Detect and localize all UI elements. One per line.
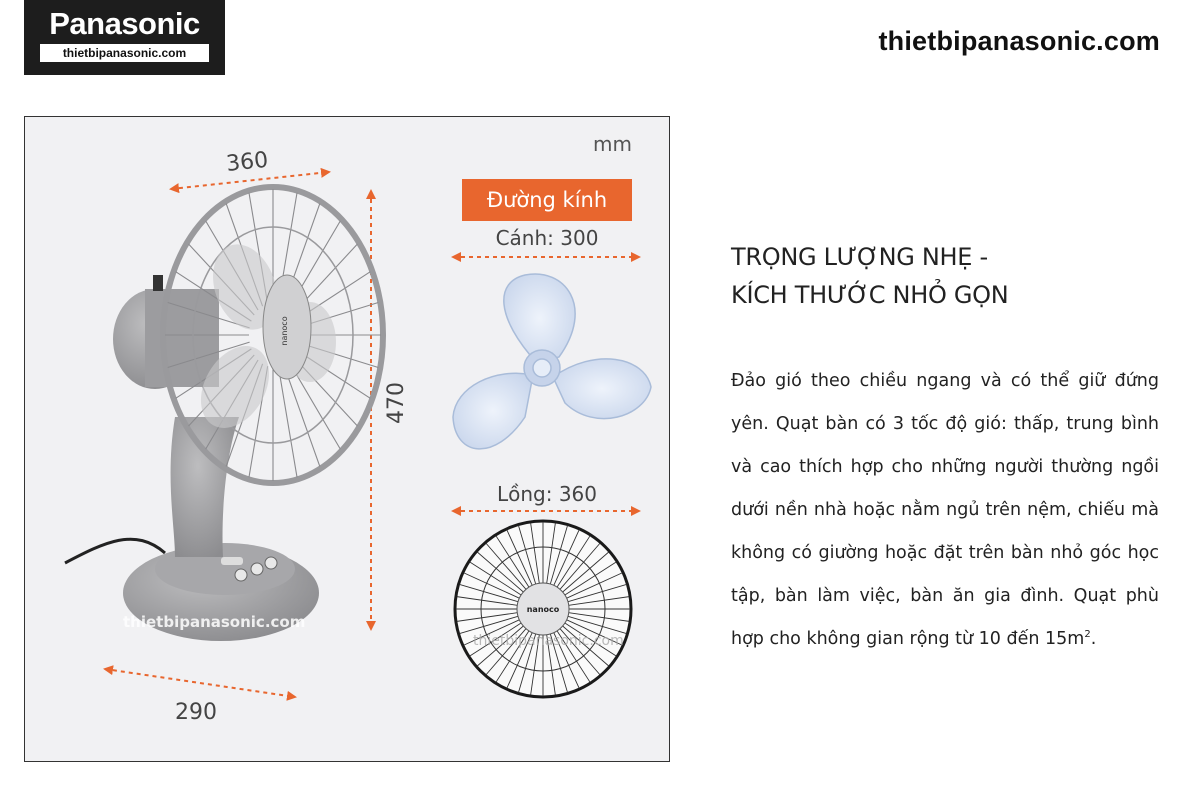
logo-brand-text: Panasonic xyxy=(49,6,200,41)
cage-hub-brand: nanoco xyxy=(526,605,560,614)
description-text: Đảo gió theo chiều ngang và có thể giữ đứng yên. Quạt bàn có 3 tốc độ gió: thấp, trung bình và cao thích hợp cho những người thường ngồi dưới nền nhà hoặc nằm ngủ trên nệm, chiếu mà không có giường hoặc đặt trên bàn nhỏ góc học tập, bàn làm việc, bàn ăn gia đình. Quạt phù hợp cho không gian rộng từ 10 đến 15m xyxy=(731,371,1159,649)
speed-button-2 xyxy=(251,563,263,575)
table-fan-illustration xyxy=(65,187,383,641)
panasonic-logo xyxy=(24,0,225,75)
heading-line-2: KÍCH THƯỚC NHỎ GỌN xyxy=(731,281,1009,309)
speed-button-1 xyxy=(235,569,247,581)
feature-description xyxy=(731,360,1159,661)
diameter-badge-text: Đường kính xyxy=(486,188,608,212)
logo-site-text: thietbipanasonic.com xyxy=(40,44,209,62)
watermark-right: thietbipanasonic.com xyxy=(473,633,624,649)
speed-button-3 xyxy=(265,557,277,569)
fan-cage-illustration xyxy=(455,521,631,697)
depth-arrow xyxy=(105,669,295,697)
heading-line-1: TRỌNG LƯỢNG NHẸ - xyxy=(731,243,988,271)
oscillation-knob xyxy=(153,275,163,291)
description-end: . xyxy=(1090,629,1097,649)
fan-blade-illustration xyxy=(453,274,651,449)
motor-body xyxy=(145,289,219,387)
area-superscript: 2 xyxy=(1084,629,1091,641)
diagram-canvas xyxy=(25,117,670,762)
header-site-url: thietbipanasonic.com xyxy=(878,26,1160,56)
height-label: 470 xyxy=(384,382,409,424)
blade-size-label: Cánh: 300 xyxy=(495,226,599,250)
feature-heading xyxy=(731,238,1171,314)
fan-hub-brand: nanoco xyxy=(280,316,289,346)
fan-neck xyxy=(171,417,239,557)
depth-label: 290 xyxy=(175,700,217,725)
power-cord xyxy=(65,539,165,563)
watermark-left: thietbipanasonic.com xyxy=(123,613,306,631)
cage-size-label: Lồng: 360 xyxy=(496,482,598,506)
unit-label: mm xyxy=(593,132,632,156)
fan-dimension-diagram xyxy=(24,116,670,762)
brand-plate xyxy=(221,557,243,565)
width-label: 360 xyxy=(225,147,270,177)
